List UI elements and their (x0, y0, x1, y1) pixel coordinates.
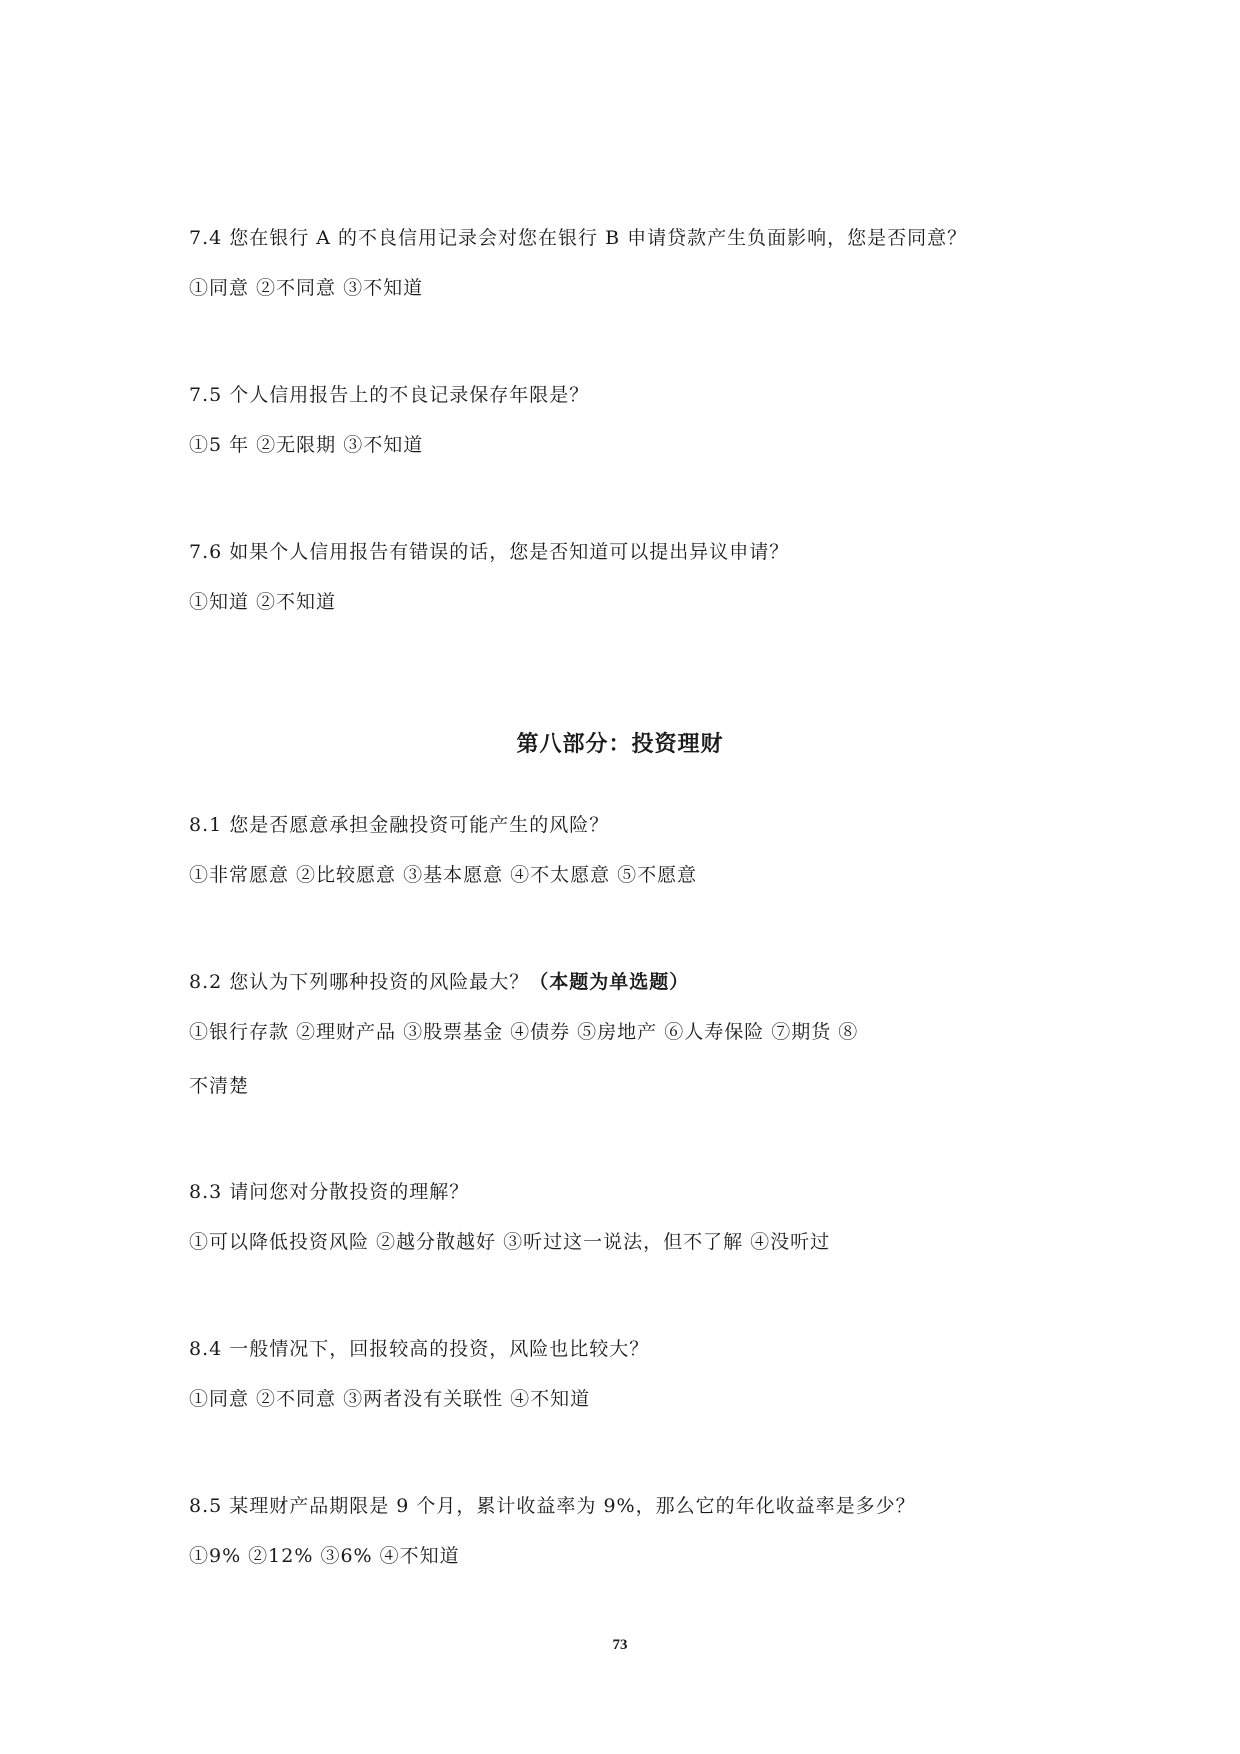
options-7-6: ①知道 ②不知道 (189, 591, 337, 613)
options-8-1: ①非常愿意 ②比较愿意 ③基本愿意 ④不太愿意 ⑤不愿意 (189, 864, 698, 886)
question-7-5: 7.5 个人信用报告上的不良记录保存年限是？ (189, 384, 590, 406)
section-title: 第八部分：投资理财 (516, 732, 724, 757)
options-8-5: ①9% ②12% ③6% ④不知道 (189, 1545, 460, 1567)
question-8-5: 8.5 某理财产品期限是 9 个月，累计收益率为 9%，那么它的年化收益率是多少？ (189, 1495, 916, 1517)
question-8-4: 8.4 一般情况下，回报较高的投资，风险也比较大？ (189, 1338, 650, 1360)
options-8-4: ①同意 ②不同意 ③两者没有关联性 ④不知道 (189, 1388, 591, 1410)
question-8-2-note: （本题为单选题） (529, 971, 690, 993)
question-7-6: 7.6 如果个人信用报告有错误的话，您是否知道可以提出异议申请？ (189, 541, 790, 563)
options-8-3: ①可以降低投资风险 ②越分散越好 ③听过这一说法，但不了解 ④没听过 (189, 1231, 831, 1253)
question-8-2-text: 8.2 您认为下列哪种投资的风险最大？ (189, 971, 530, 993)
options-7-5: ①5 年 ②无限期 ③不知道 (189, 434, 424, 456)
question-7-4: 7.4 您在银行 A 的不良信用记录会对您在银行 B 申请贷款产生负面影响，您是否同意？ (189, 227, 968, 249)
options-7-4: ①同意 ②不同意 ③不知道 (189, 277, 424, 299)
options-8-2-line1: ①银行存款 ②理财产品 ③股票基金 ④债券 ⑤房地产 ⑥人寿保险 ⑦期货 ⑧ (189, 1021, 859, 1043)
question-8-1: 8.1 您是否愿意承担金融投资可能产生的风险？ (189, 814, 610, 836)
page-number: 73 (612, 1637, 628, 1653)
question-8-2 (189, 969, 689, 995)
question-8-3: 8.3 请问您对分散投资的理解？ (189, 1181, 470, 1203)
options-8-2-line2: 不清楚 (189, 1075, 250, 1097)
